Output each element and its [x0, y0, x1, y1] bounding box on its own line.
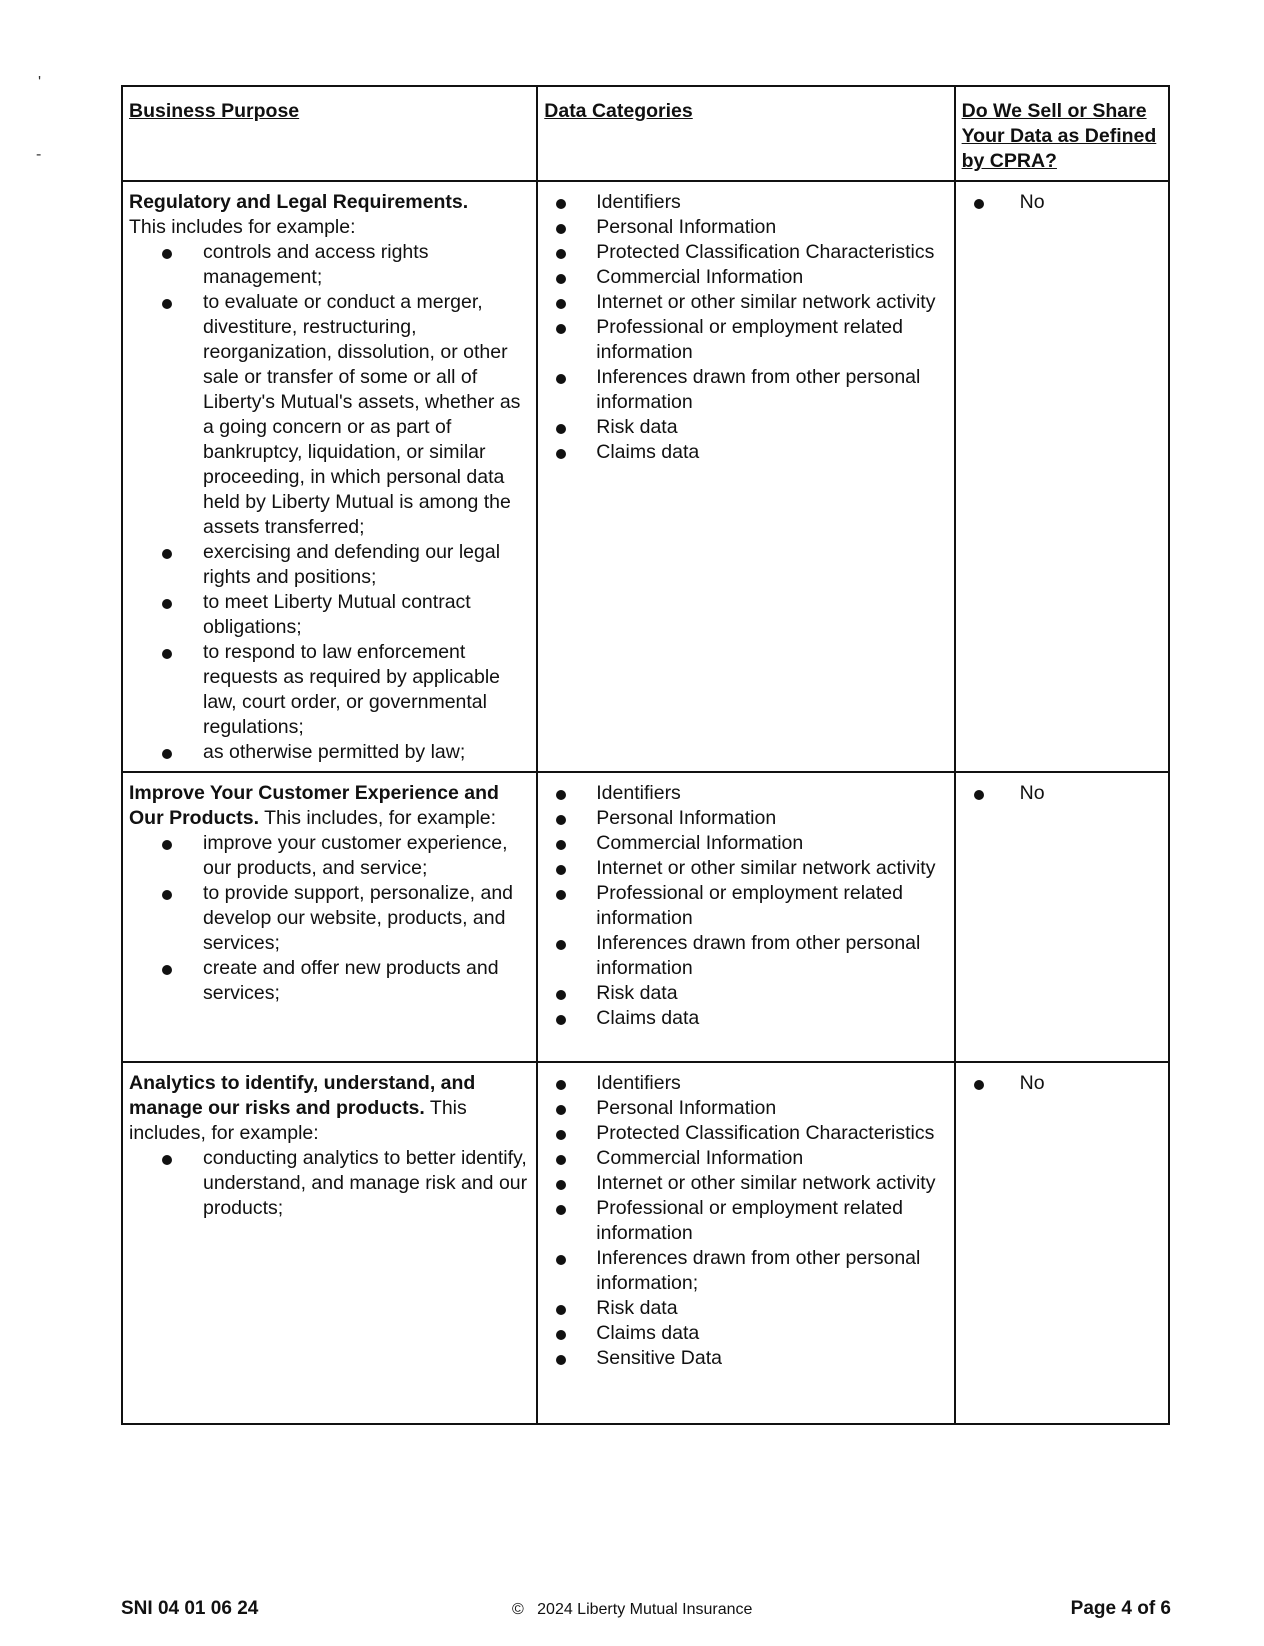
table-header-row — [122, 86, 1169, 181]
list-item: controls and access rights management; — [129, 240, 528, 290]
header-business-purpose: Business Purpose — [122, 86, 537, 181]
list-item: Internet or other similar network activity — [544, 290, 945, 315]
table-row — [122, 1062, 1169, 1424]
sell-share-cell — [955, 1062, 1169, 1424]
purpose-intro: This includes, for example: — [129, 1097, 467, 1144]
list-item: Risk data — [544, 1296, 945, 1321]
copyright-text: 2024 Liberty Mutual Insurance — [537, 1601, 753, 1618]
list-item: Inferences drawn from other personal information; — [544, 1246, 945, 1296]
sell-share-value: No — [962, 781, 1160, 806]
purpose-intro: This includes, for example: — [264, 807, 497, 829]
form-number: SNI 04 01 06 24 — [121, 1598, 259, 1619]
table-row — [122, 772, 1169, 1062]
list-item: Sensitive Data — [544, 1346, 945, 1371]
list-item: Claims data — [544, 1006, 945, 1031]
list-item: Commercial Information — [544, 1146, 945, 1171]
list-item: Identifiers — [544, 781, 945, 806]
list-item: to meet Liberty Mutual contract obligations; — [129, 590, 528, 640]
list-item: Personal Information — [544, 1096, 945, 1121]
list-item: Commercial Information — [544, 265, 945, 290]
list-item: conducting analytics to better identify, understand, and manage risk and our products; — [129, 1146, 528, 1221]
copyright-notice — [512, 1601, 752, 1619]
list-item: exercising and defending our legal rights and positions; — [129, 540, 528, 590]
purpose-intro: This includes for example: — [129, 216, 356, 238]
sell-share-value: No — [962, 1071, 1160, 1096]
copyright-icon: © — [512, 1601, 524, 1618]
purpose-title: Analytics to identify, understand, and manage our risks and products. — [129, 1072, 476, 1119]
list-item: Professional or employment related information — [544, 1196, 945, 1246]
categories-cell — [537, 181, 954, 772]
list-item: Protected Classification Characteristics — [544, 1121, 945, 1146]
list-item: Risk data — [544, 415, 945, 440]
scan-mark: - — [36, 146, 42, 163]
purpose-cell — [122, 772, 537, 1062]
list-item: Professional or employment related information — [544, 315, 945, 365]
list-item: Internet or other similar network activity — [544, 856, 945, 881]
table-row — [122, 181, 1169, 772]
scan-mark: ' — [38, 74, 42, 91]
list-item: Claims data — [544, 440, 945, 465]
list-item: as otherwise permitted by law; — [129, 740, 528, 765]
categories-cell — [537, 772, 954, 1062]
list-item: Personal Information — [544, 806, 945, 831]
list-item: Professional or employment related information — [544, 881, 945, 931]
list-item: Protected Classification Characteristics — [544, 240, 945, 265]
list-item: Claims data — [544, 1321, 945, 1346]
sell-share-value: No — [962, 190, 1160, 215]
list-item: to evaluate or conduct a merger, divestiture, restructuring, reorganization, dissolution, or other sale or transfer of some or all of Liberty's Mutual's assets, whether as a going concern or as part of bankruptcy, liquidation, or similar proceeding, in which personal data held by Liberty Mutual is among the assets transferred; — [129, 290, 528, 540]
purpose-title: Regulatory and Legal Requirements. — [129, 191, 469, 213]
business-purpose-table — [121, 85, 1170, 1425]
page-number: Page 4 of 6 — [1070, 1598, 1171, 1619]
list-item: Inferences drawn from other personal information — [544, 365, 945, 415]
list-item: to provide support, personalize, and develop our website, products, and services; — [129, 881, 528, 956]
list-item: to respond to law enforcement requests as required by applicable law, court order, or governmental regulations; — [129, 640, 528, 740]
list-item: Commercial Information — [544, 831, 945, 856]
purpose-cell — [122, 181, 537, 772]
list-item: Internet or other similar network activity — [544, 1171, 945, 1196]
purpose-cell — [122, 1062, 537, 1424]
list-item: Personal Information — [544, 215, 945, 240]
categories-cell — [537, 1062, 954, 1424]
list-item: Identifiers — [544, 190, 945, 215]
list-item: create and offer new products and services; — [129, 956, 528, 1006]
header-data-categories: Data Categories — [537, 86, 954, 181]
header-sell-share: Do We Sell or Share Your Data as Defined by CPRA? — [955, 86, 1169, 181]
list-item: Risk data — [544, 981, 945, 1006]
list-item: Inferences drawn from other personal information — [544, 931, 945, 981]
list-item: improve your customer experience, our products, and service; — [129, 831, 528, 881]
sell-share-cell — [955, 772, 1169, 1062]
purpose-title: Improve Your Customer Experience and Our Products. — [129, 782, 499, 829]
list-item: Identifiers — [544, 1071, 945, 1096]
sell-share-cell — [955, 181, 1169, 772]
